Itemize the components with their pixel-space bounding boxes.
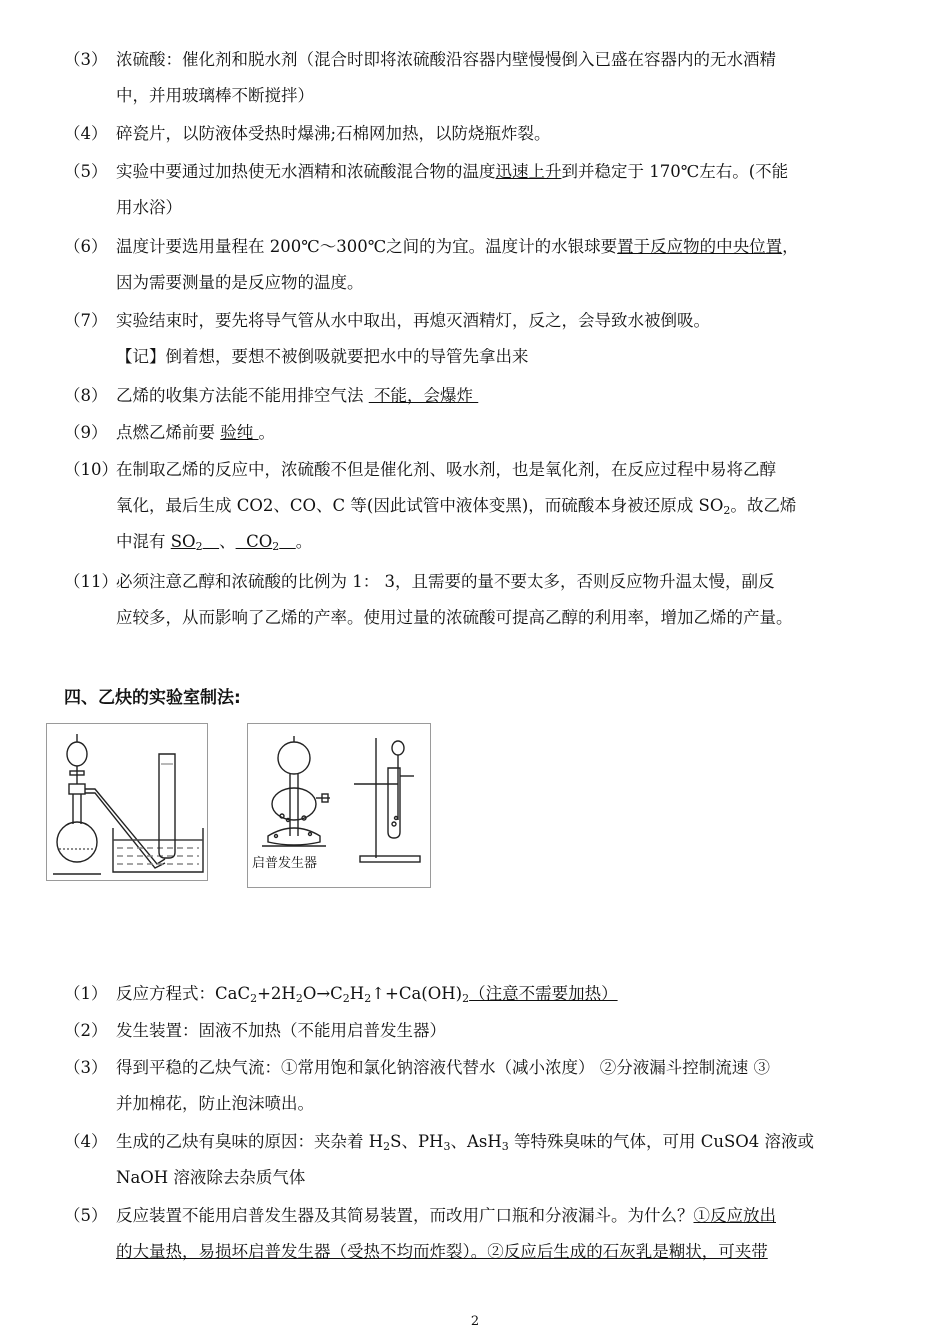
list-item — [64, 415, 888, 451]
section-heading: 四、乙炔的实验室制法: — [64, 688, 241, 708]
list-item — [64, 229, 888, 301]
item-number: （9） — [64, 423, 108, 442]
list-item — [64, 378, 888, 414]
item-text: 碎瓷片，以防液体受热时爆沸;石棉网加热，以防烧瓶炸裂。 — [116, 124, 551, 143]
item-number: （1） — [64, 984, 108, 1003]
item-number: （2） — [64, 1021, 108, 1040]
list-item — [64, 452, 888, 560]
item-text: 发生装置：固液不加热（不能用启普发生器） — [116, 1021, 446, 1040]
list-item — [64, 42, 888, 114]
underlined-answer: 置于反应物的中央位置 — [617, 237, 783, 256]
list-item — [64, 1124, 888, 1196]
underlined-answer: $CO_2$ — [235, 532, 280, 553]
kipp-generator-label: 启普发生器 — [252, 856, 318, 871]
item-text: 生成的乙炔有臭味的原因：夹杂着 $H_2S$、$PH_3$、AsH$_3$ 等特殊臭味的气体，可用 CuSO4 溶液或 NaOH 溶液除去杂质气体 — [116, 1132, 815, 1187]
list-item — [64, 564, 888, 636]
item-text: 必须注意乙醇和浓硫酸的比例为 1： 3，且需要的量不要太多，否则反应物升温太慢，副反 应较多，从而影响了乙烯的产率。使用过量的浓硫酸可提高乙醇的利用率，增加乙烯的产量。 — [116, 572, 793, 627]
apparatus-figure-2 — [247, 723, 431, 888]
page-number: 2 — [470, 1314, 480, 1329]
item-number: （8） — [64, 386, 108, 405]
item-number: （11） — [64, 572, 118, 591]
memo-note: 【记】倒着想，要想不被倒吸就要把水中的导管先拿出来 — [116, 347, 529, 366]
item-number: （10） — [64, 460, 118, 479]
item-number: （3） — [64, 1058, 108, 1077]
acetylene-apparatus-illustration — [47, 724, 207, 880]
underlined-note: （注意不需要加热） — [469, 984, 618, 1003]
apparatus-figure-1 — [46, 723, 208, 881]
list-item — [64, 1050, 888, 1122]
underlined-answer: 验纯 — [220, 423, 259, 442]
list-item — [64, 976, 888, 1012]
list-item — [64, 303, 888, 375]
item-text: 实验中要通过加热使无水酒精和浓硫酸混合物的温度迅速上升到并稳定于 170℃左右。(不能 用水浴） — [116, 162, 789, 217]
underlined-answer: 的大量热，易损坏启普发生器（受热不均而炸裂）。②反应后生成的石灰乳是糊状，可夹带 — [116, 1242, 768, 1261]
item-number: （3） — [64, 50, 108, 69]
item-text: 浓硫酸：催化剂和脱水剂（混合时即将浓硫酸沿容器内壁慢慢倒入已盛在容器内的无水酒精 中，并用玻璃棒不断搅拌） — [116, 50, 776, 105]
item-number: （5） — [64, 162, 108, 181]
item-text: 得到平稳的乙炔气流：①常用饱和氯化钠溶液代替水（减小浓度） ②分液漏斗控制流速 ③ 并加棉花，防止泡沫喷出。 — [116, 1058, 770, 1113]
underlined-answer: 迅速上升 — [495, 162, 562, 181]
item-number: （4） — [64, 1132, 108, 1151]
item-text: 实验结束时，要先将导气管从水中取出，再熄灭酒精灯，反之，会导致水被倒吸。 【记】倒着想，要想不被倒吸就要把水中的导管先拿出来 — [116, 303, 888, 375]
item-number: （5） — [64, 1206, 108, 1225]
item-text: 点燃乙烯前要 验纯 。 — [116, 423, 275, 442]
item-number: （6） — [64, 237, 108, 256]
item-number: （7） — [64, 311, 108, 330]
item-text: 反应装置不能用启普发生器及其简易装置，而改用广口瓶和分液漏斗。为什么？①反应放出 的大量热，易损坏启普发生器（受热不均而炸裂）。②反应后生成的石灰乳是糊状，可夹带 — [116, 1198, 888, 1270]
list-item — [64, 154, 888, 226]
item-number: （4） — [64, 124, 108, 143]
underlined-answer: $SO_2$ — [170, 532, 203, 553]
underlined-answer: 不能，会爆炸 — [368, 386, 479, 405]
item-text: 乙烯的收集方法能不能用排空气法 不能，会爆炸 — [116, 386, 479, 405]
list-item — [64, 116, 888, 152]
item-text: 反应方程式：$CaC_2+2H_2O\to C_2H_2↑+Ca(OH)_2$（注意不需要加热） — [116, 984, 618, 1005]
list-item — [64, 1198, 888, 1270]
list-item — [64, 1013, 888, 1049]
item-text: 温度计要选用量程在 200℃～300℃之间的为宜。温度计的水银球要置于反应物的中央位置， 因为需要测量的是反应物的温度。 — [116, 237, 799, 292]
underlined-answer: ①反应放出 — [693, 1206, 776, 1225]
item-text: 在制取乙烯的反应中，浓硫酸不但是催化剂、吸水剂，也是氧化剂，在反应过程中易将乙醇 氧化，最后生成 CO2、CO、C 等(因此试管中液体变黑)，而硫酸本身被还原成 $SO_2$。故乙烯 中混有 $SO_2$ 、 $CO_2$ 。 — [116, 460, 797, 553]
